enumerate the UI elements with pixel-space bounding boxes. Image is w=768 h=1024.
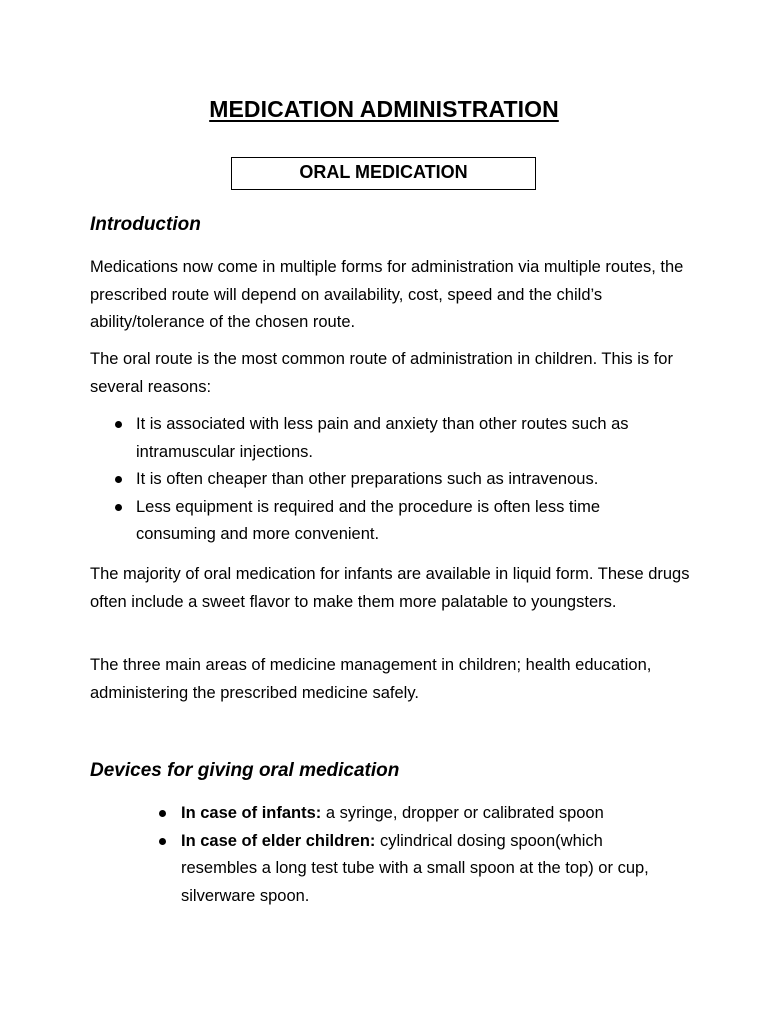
devices-list — [181, 800, 681, 910]
reason-text: It is associated with less pain and anxiety than other routes such as intramuscular injections. — [136, 415, 629, 461]
device-text: a syringe, dropper or calibrated spoon — [321, 804, 604, 822]
bullet-icon — [115, 504, 122, 511]
reason-text: It is often cheaper than other preparations such as intravenous. — [136, 470, 599, 488]
boxed-section-heading: ORAL MEDICATION — [231, 157, 536, 190]
device-text: cylindrical dosing spoon(which resembles a long test tube with a small spoon at the top) or cup, silverware spoon. — [181, 831, 649, 905]
reasons-list — [136, 411, 681, 549]
devices-heading: Devices for giving oral medication — [90, 760, 400, 781]
intro-paragraph-4: The three main areas of medicine management in children; health education, administering the prescribed medicine safely. — [90, 656, 652, 702]
intro-paragraph-1: Medications now come in multiple forms for administration via multiple routes, the prescribed route will depend on availability, cost, speed and the child’s ability/tolerance of the chosen route. — [90, 258, 684, 331]
intro-paragraph-2: The oral route is the most common route of administration in children. This is for several reasons: — [90, 350, 673, 396]
bullet-icon — [159, 810, 166, 817]
intro-paragraph-3: The majority of oral medication for infants are available in liquid form. These drugs often include a sweet flavor to make them more palatable to youngsters. — [90, 565, 690, 611]
list-item — [181, 828, 681, 911]
bullet-icon — [115, 476, 122, 483]
device-label: In case of infants: — [181, 804, 322, 822]
introduction-heading: Introduction — [90, 214, 201, 235]
document-title: MEDICATION ADMINISTRATION — [209, 96, 559, 122]
list-item — [136, 494, 681, 549]
list-item — [136, 411, 681, 466]
reason-text: Less equipment is required and the procedure is often less time consuming and more convenient. — [136, 497, 601, 543]
bullet-icon — [159, 838, 166, 845]
device-label: In case of elder children: — [181, 831, 376, 850]
list-item — [181, 800, 681, 828]
list-item — [136, 466, 681, 494]
bullet-icon — [115, 421, 122, 428]
